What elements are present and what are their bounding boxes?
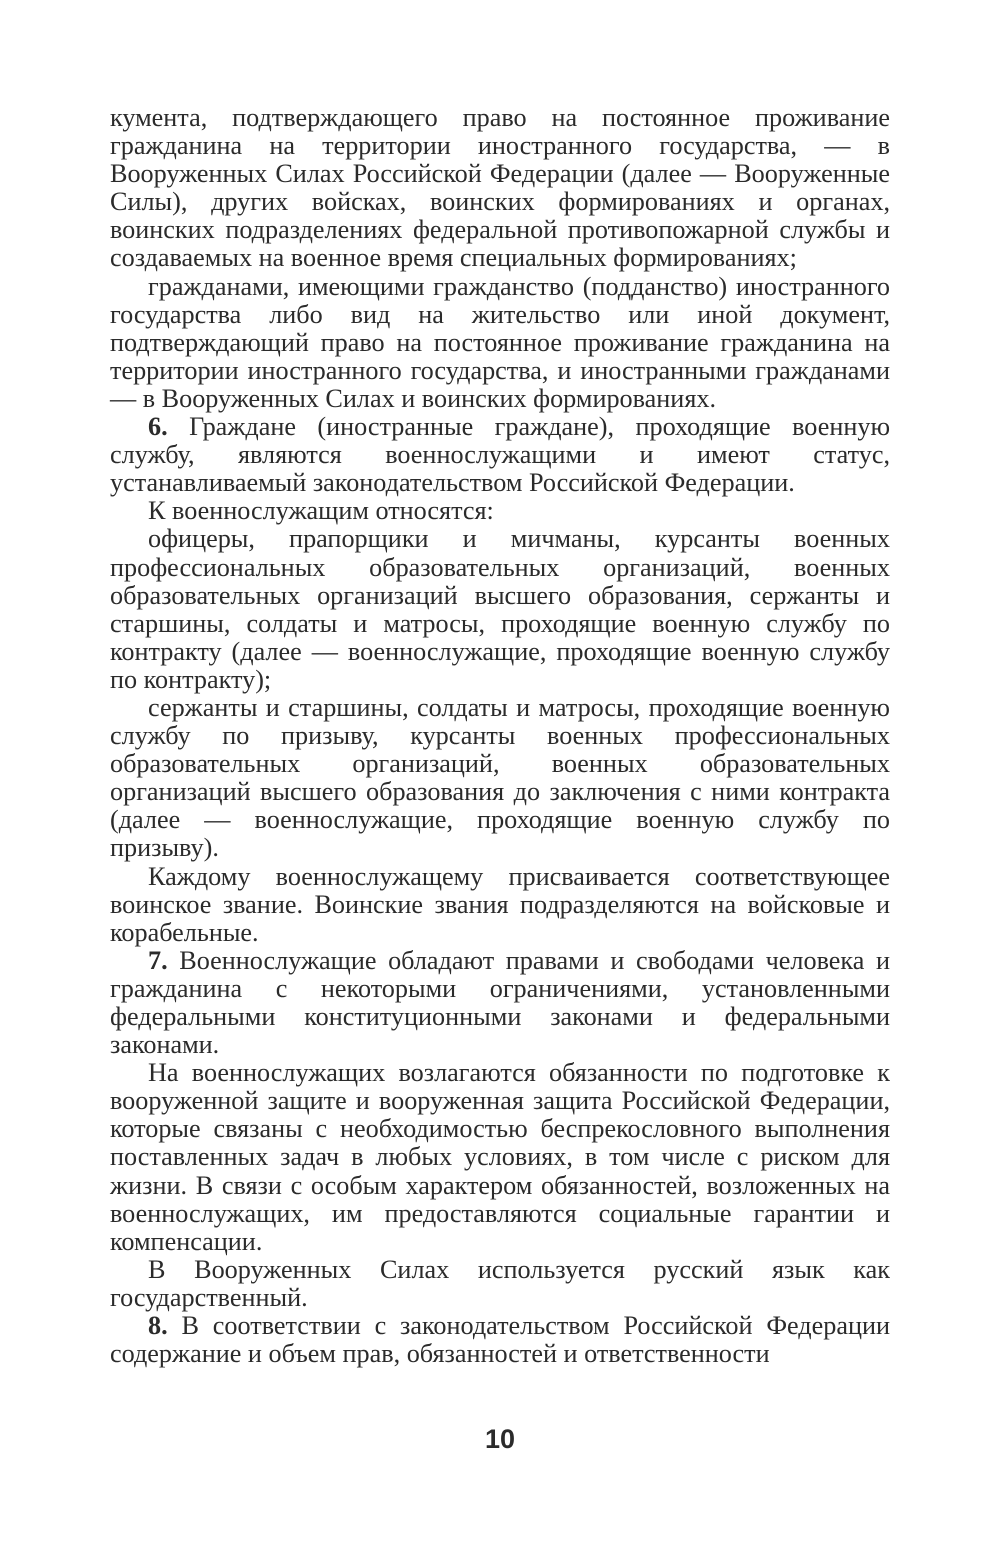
paragraph-text: Военнослужащие обладают правами и свободами человека и гражданина с некоторыми ограничениями, установленными федеральными конституционными законами и федеральными законами.: [110, 945, 890, 1060]
section-number: 6.: [148, 412, 168, 442]
paragraph: [110, 863, 890, 947]
paragraph: [110, 694, 890, 863]
paragraph-text: Каждому военнослужащему присваивается соответствующее воинское звание. Воинские звания подразделяются на войсковые и корабельные.: [110, 861, 890, 947]
paragraph-text: В соответствии с законодательством Российской Федерации содержание и объем прав, обязанностей и ответственности: [110, 1311, 891, 1369]
section-8-paragraph: [110, 1312, 890, 1368]
paragraph-text: К военнослужащим относятся:: [148, 496, 494, 526]
paragraph-text: офицеры, прапорщики и мичманы, курсанты военных профессиональных образовательных организаций, военных образовательных организаций высшего образования, сержанты и старшины, солдаты и матросы, проходящие военную службу по контракту (далее — военнослужащие, проходящие военную службу по контракту);: [110, 524, 890, 694]
paragraph: [110, 525, 890, 694]
paragraph-text: На военнослужащих возлагаются обязанности по подготовке к вооруженной защите и вооруженная защита Российской Федерации, которые связаны с необходимостью беспрекословного выполнения поставленных задач в любых условиях, в том числе с риском для жизни. В связи с особым характером обязанностей, возложенных на военнослужащих, им предоставляются социальные гарантии и компенсации.: [110, 1058, 890, 1256]
paragraph: [110, 1059, 890, 1256]
paragraph: [110, 273, 890, 413]
paragraph-text: Граждане (иностранные граждане), проходящие военную службу, являются военнослужащими и имеют статус, устанавливаемый законодательством Российской Федерации.: [110, 412, 891, 498]
paragraph-text: сержанты и старшины, солдаты и матросы, проходящие военную службу по призыву, курсанты военных профессиональных образовательных организаций, военных образовательных организаций высшего образования до заключения с ними контракта (далее — военнослужащие, проходящие военную службу по призыву).: [110, 692, 890, 863]
page-body: [110, 104, 890, 1368]
paragraph-text: В Вооруженных Силах используется русский язык как государственный.: [110, 1254, 890, 1312]
paragraph: [110, 497, 890, 525]
paragraph-continuation: [110, 104, 890, 273]
page-number: 10: [484, 1424, 516, 1454]
section-number: 7.: [148, 945, 168, 975]
paragraph: [110, 1256, 890, 1312]
paragraph-text: гражданами, имеющими гражданство (подданство) иностранного государства либо вид на жительство или иной документ, подтверждающий право на постоянное проживание гражданина на территории иностранного государства, и иностранными гражданами — в Вооруженных Силах и воинских формированиях.: [110, 271, 890, 413]
section-7-paragraph: [110, 947, 890, 1059]
section-6-paragraph: [110, 413, 890, 497]
paragraph-text: кумента, подтверждающего право на постоянное проживание гражданина на территории иностранного государства, — в Вооруженных Силах Российской Федерации (далее — Вооруженные Силы), других войсках, воинских формированиях и органах, воинских подразделениях федеральной противопожарной службы и создаваемых на военное время специальных формированиях;: [110, 103, 890, 273]
section-number: 8.: [148, 1311, 168, 1341]
